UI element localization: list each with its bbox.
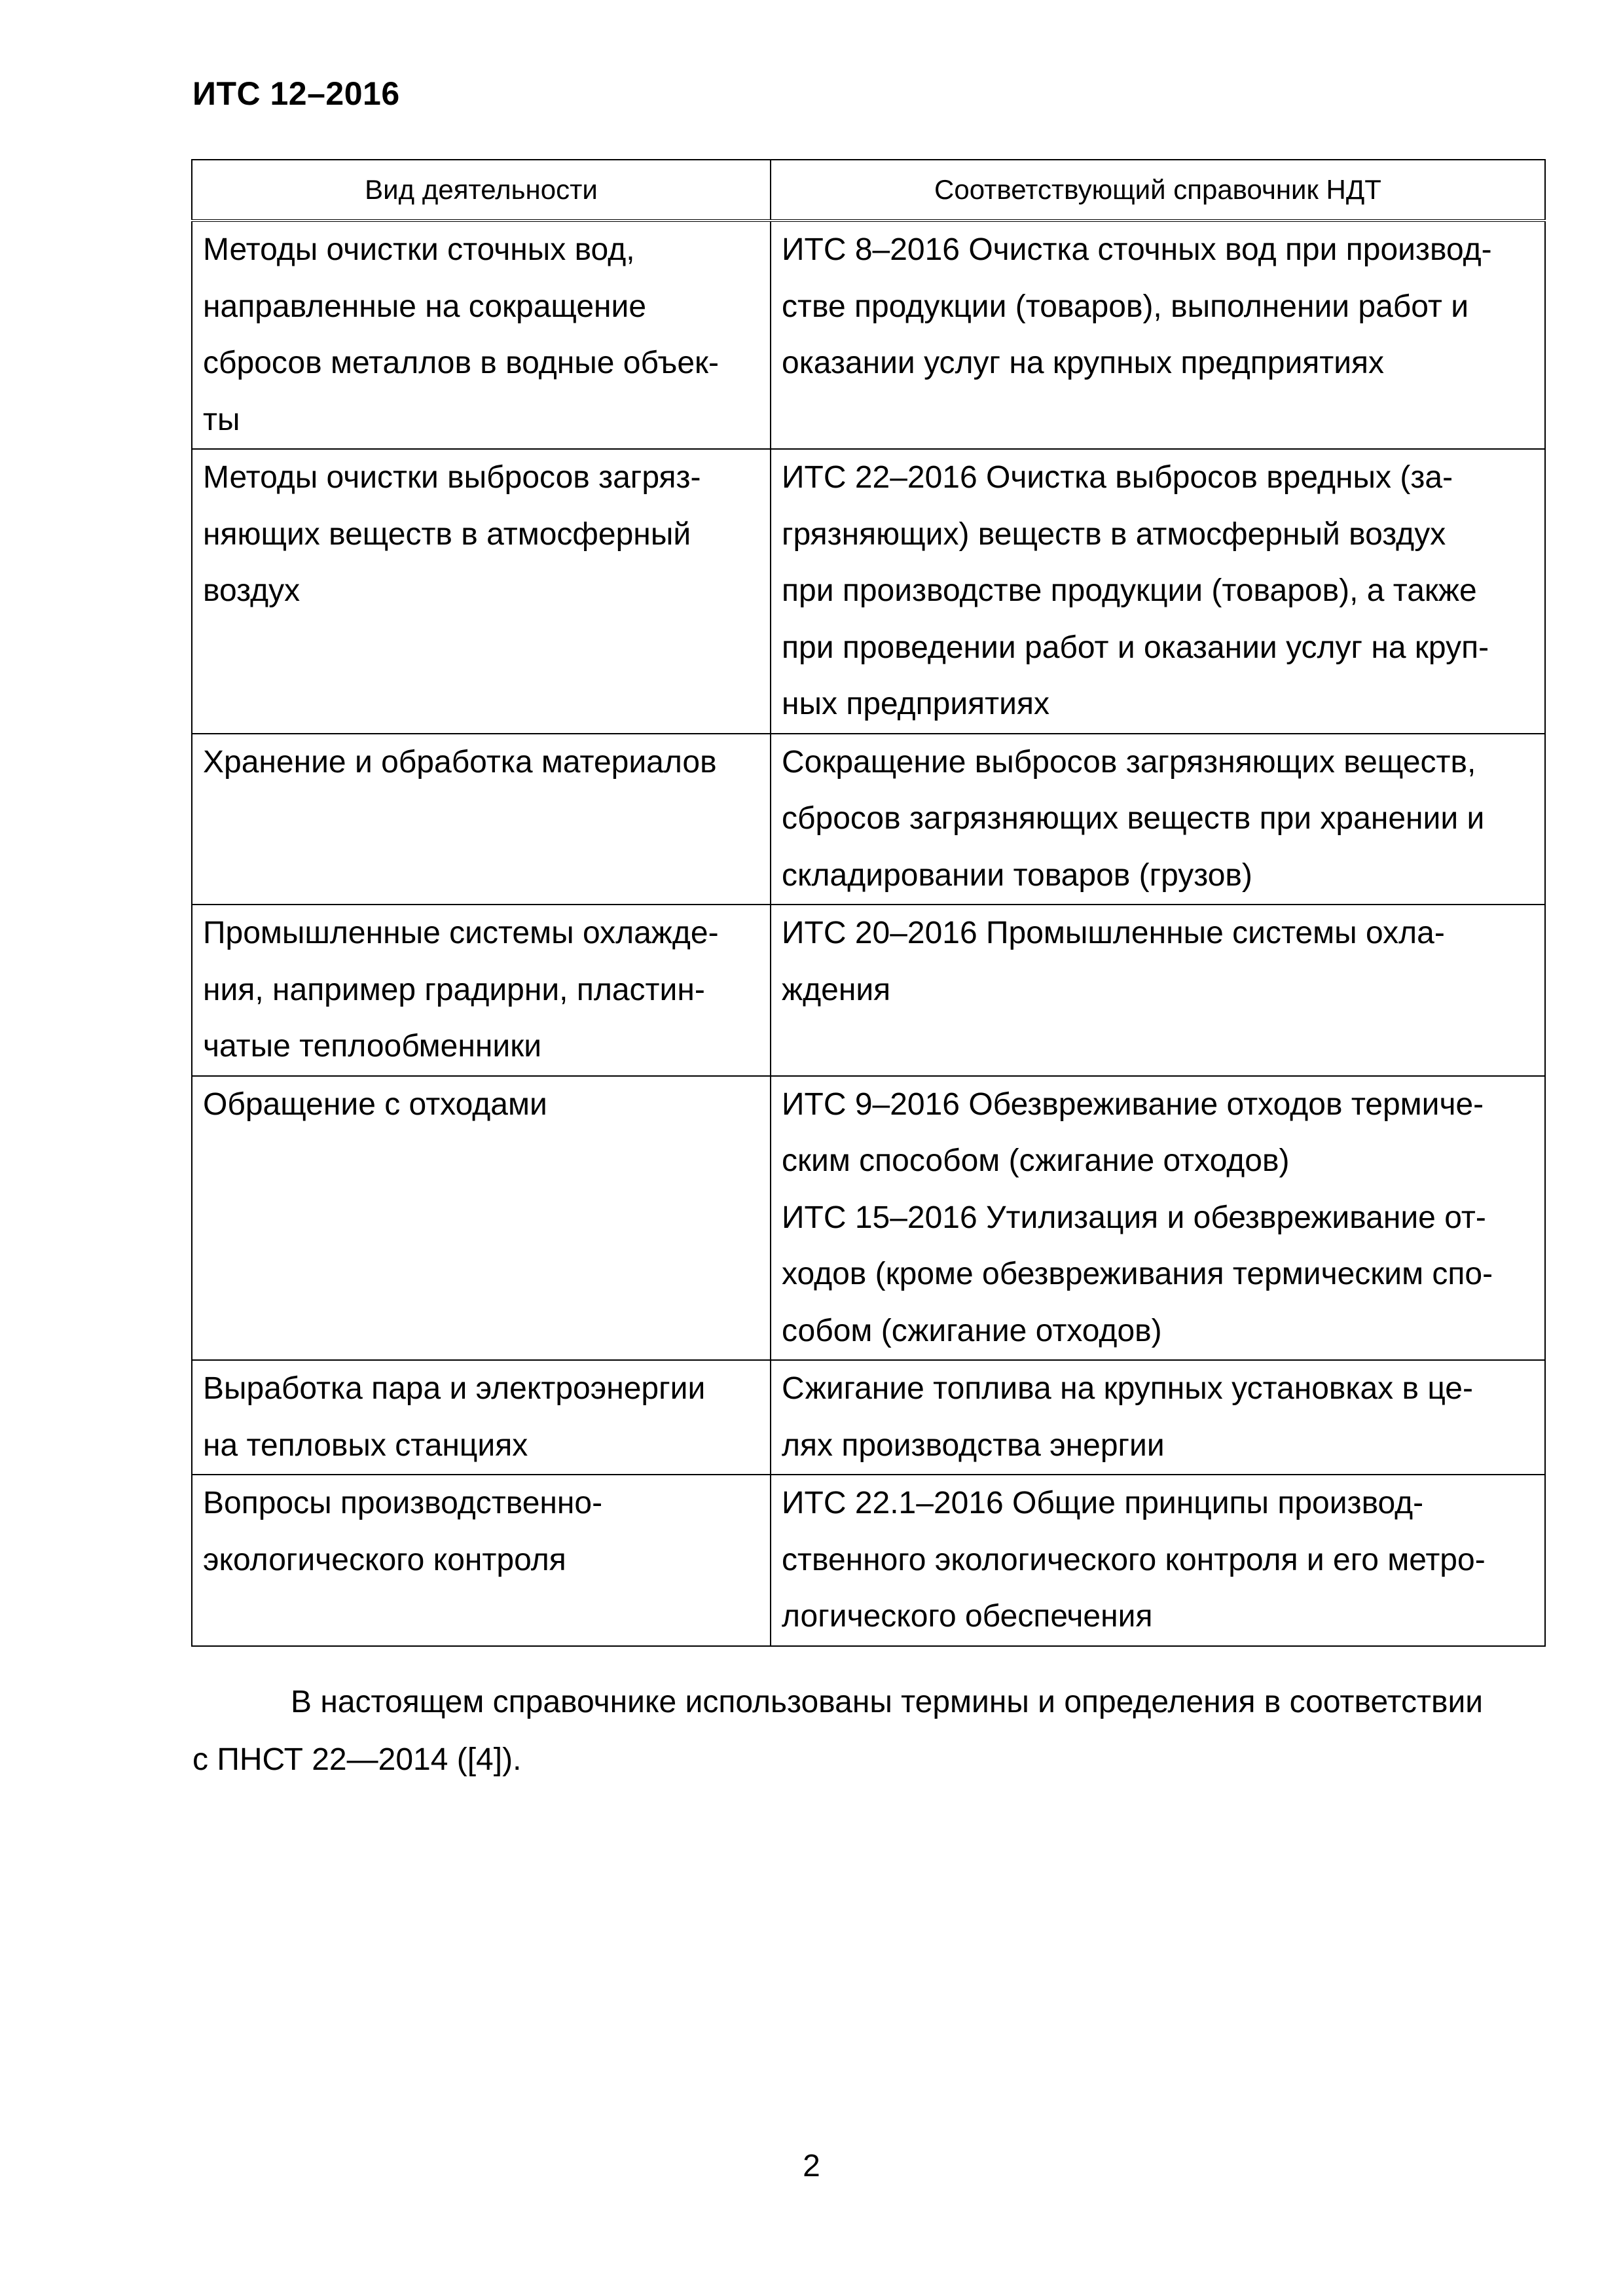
- cell-line: сбросов металлов в водные объек-: [203, 346, 720, 380]
- cell-line: ИТС 22–2016 Очистка выбросов вредных (за-: [782, 460, 1453, 495]
- cell-line: лях производства энергии: [782, 1427, 1165, 1463]
- cell-line: ИТС 15–2016 Утилизация и обезвреживание от-: [782, 1200, 1486, 1235]
- document-code-header: ИТС 12–2016: [192, 75, 400, 112]
- cell-line: ИТС 22.1–2016 Общие принципы производ-: [782, 1486, 1424, 1520]
- activity-cell: [192, 1360, 771, 1475]
- cell-line: ния, например градирни, пластин-: [203, 972, 705, 1007]
- cell-line: оказании услуг на крупных предприятиях: [782, 346, 1385, 380]
- cell-line: грязняющих) веществ в атмосферный воздух: [782, 516, 1446, 552]
- table-row: [192, 221, 1545, 449]
- cell-line: складировании товаров (грузов): [782, 857, 1252, 893]
- cell-line: Обращение с отходами: [203, 1086, 547, 1122]
- table-header-row: [192, 160, 1545, 221]
- cell-line: экологического контроля: [203, 1542, 566, 1577]
- cell-line: Вопросы производственно-: [203, 1486, 603, 1520]
- reference-cell: [771, 1475, 1545, 1646]
- table-row: [192, 905, 1545, 1076]
- column-header-reference: Соответствующий справочник НДТ: [771, 160, 1545, 221]
- reference-cell: [771, 1076, 1545, 1361]
- cell-line: Методы очистки сточных вод,: [203, 232, 635, 267]
- cell-line: логического обеспечения: [782, 1599, 1153, 1634]
- table-row: [192, 1076, 1545, 1361]
- activity-cell: [192, 449, 771, 734]
- cell-line: на тепловых станциях: [203, 1427, 528, 1463]
- table-row: [192, 734, 1545, 905]
- reference-cell: [771, 221, 1545, 449]
- paragraph-line: В настоящем справочнике использованы термины и определения в соответствии: [291, 1685, 1484, 1719]
- paragraph-line: с ПНСТ 22—2014 ([4]).: [192, 1742, 522, 1777]
- cell-line: ИТС 9–2016 Обезвреживание отходов термиче-: [782, 1086, 1484, 1122]
- cell-line: Выработка пара и электроэнергии: [203, 1371, 706, 1406]
- cell-line: ИТС 8–2016 Очистка сточных вод при производ-: [782, 232, 1492, 267]
- column-header-activity: Вид деятельности: [192, 160, 771, 221]
- table-row: [192, 1475, 1545, 1646]
- cell-line: ты: [203, 402, 240, 437]
- activity-cell: [192, 734, 771, 905]
- cell-line: Промышленные системы охлажде-: [203, 916, 719, 950]
- cell-line: ных предприятиях: [782, 687, 1049, 721]
- cell-line: няющих веществ в атмосферный: [203, 516, 691, 552]
- activity-cell: [192, 221, 771, 449]
- cell-line: ским способом (сжигание отходов): [782, 1143, 1290, 1178]
- activity-cell: [192, 905, 771, 1076]
- cell-line: при проведении работ и оказании услуг на круп-: [782, 630, 1489, 665]
- cell-line: ждения: [782, 972, 891, 1007]
- cell-line: собом (сжигание отходов): [782, 1313, 1162, 1348]
- reference-cell: [771, 734, 1545, 905]
- activity-cell: [192, 1076, 771, 1361]
- cell-line: ственного экологического контроля и его метро-: [782, 1542, 1486, 1577]
- terms-paragraph: [192, 1674, 1544, 1789]
- cell-line: Сжигание топлива на крупных установках в це-: [782, 1371, 1473, 1406]
- cell-line: ходов (кроме обезвреживания термическим спо-: [782, 1257, 1493, 1291]
- activity-cell: [192, 1475, 771, 1646]
- reference-cell: [771, 449, 1545, 734]
- cell-line: Хранение и обработка материалов: [203, 744, 717, 780]
- activity-reference-table: [191, 159, 1546, 1647]
- reference-cell: [771, 1360, 1545, 1475]
- table-row: [192, 449, 1545, 734]
- cell-line: стве продукции (товаров), выполнении работ и: [782, 289, 1469, 324]
- cell-line: воздух: [203, 573, 301, 608]
- reference-cell: [771, 905, 1545, 1076]
- page-number: 2: [803, 2149, 820, 2183]
- cell-line: сбросов загрязняющих веществ при хранении и: [782, 801, 1485, 836]
- cell-line: чатые теплообменники: [203, 1029, 542, 1064]
- cell-line: направленные на сокращение: [203, 289, 647, 324]
- cell-line: ИТС 20–2016 Промышленные системы охла-: [782, 916, 1445, 950]
- cell-line: Методы очистки выбросов загряз-: [203, 460, 701, 495]
- table-row: [192, 1360, 1545, 1475]
- cell-line: при производстве продукции (товаров), а также: [782, 573, 1477, 608]
- cell-line: Сокращение выбросов загрязняющих веществ,: [782, 744, 1476, 780]
